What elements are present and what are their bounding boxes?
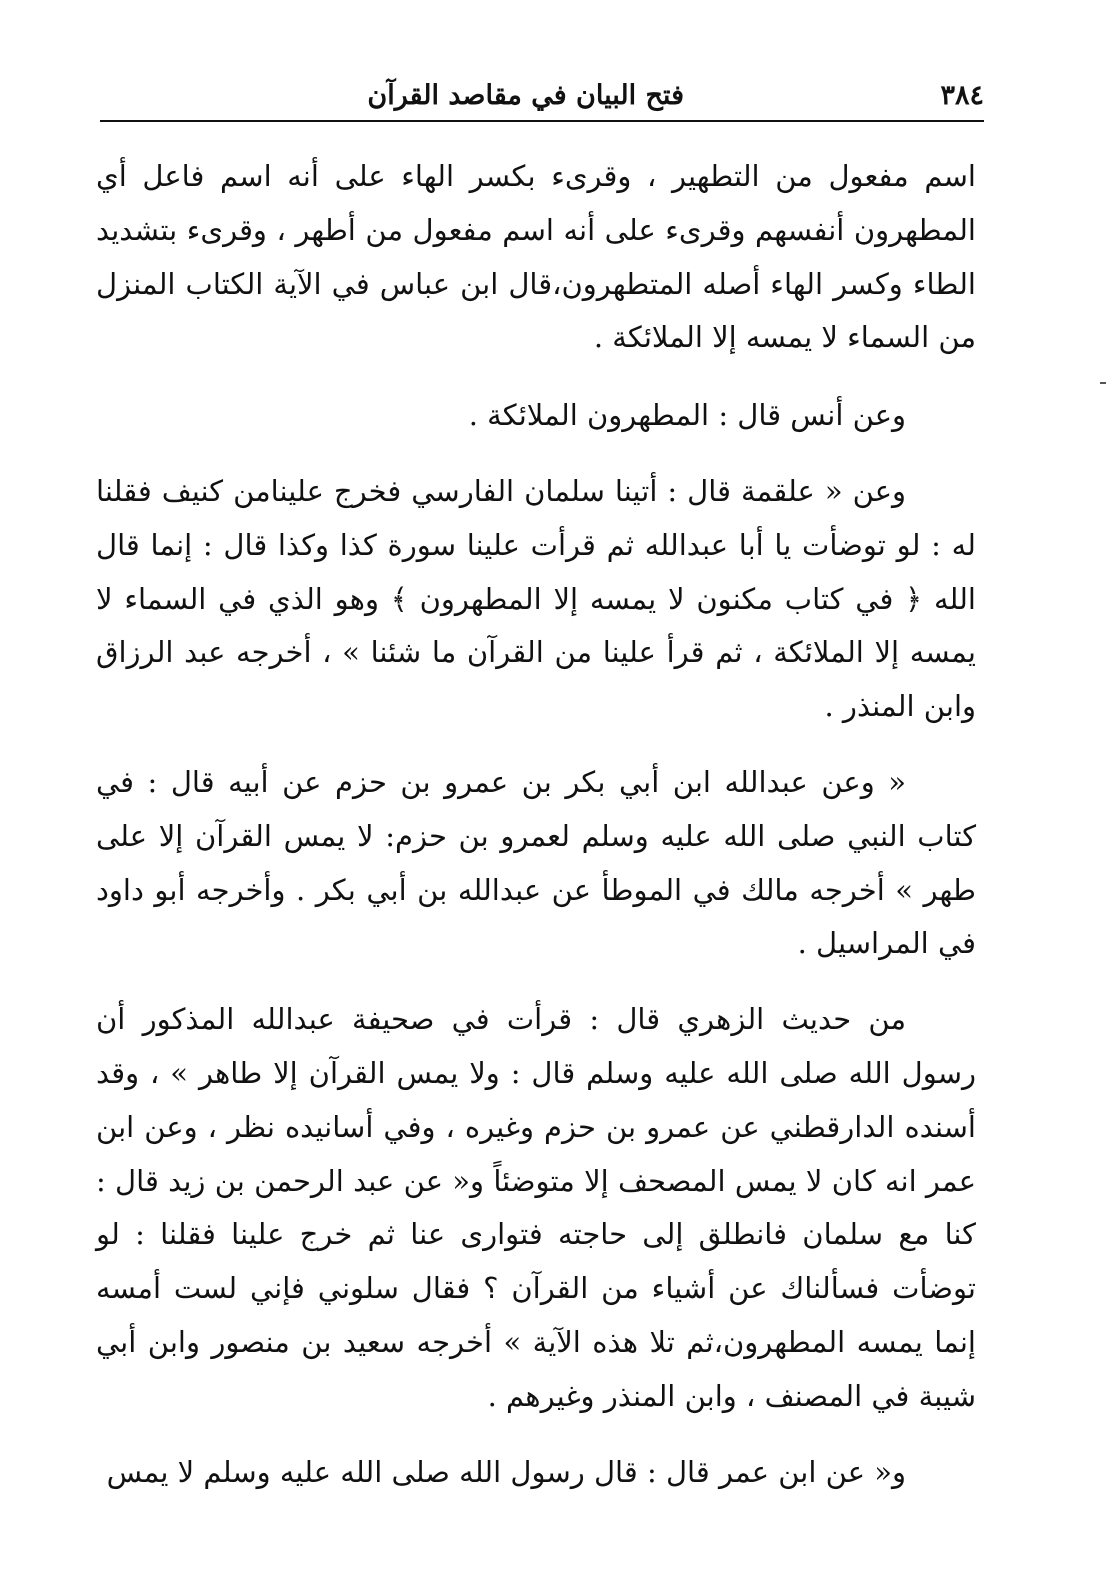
header-rule	[100, 120, 984, 122]
body-text	[96, 150, 976, 1521]
paragraph: وعن « علقمة قال : أتينا سلمان الفارسي فخرج علينامن كنيف فقلنا له : لو توضأت يا أبا عبدالله ثم قرأت علينا سورة كذا وكذا قال : إنما قال الله ﴿ في كتاب مكنون لا يمسه إلا المطهرون ﴾ وهو الذي في السماء لا يمسه إلا الملائكة ، ثم قرأ علينا من القرآن ما شئنا » ، أخرجه عبد الرزاق وابن المنذر .	[96, 473, 976, 724]
page-header	[100, 78, 984, 122]
paragraph: اسم مفعول من التطهير ، وقرىء بكسر الهاء على أنه اسم فاعل أي المطهرون أنفسهم وقرىء على أنه اسم مفعول من أطهر ، وقرىء بتشديد الطاء وكسر الهاء أصله المتطهرون،قال ابن عباس في الآية الكتاب المنزل من السماء لا يمسه إلا الملائكة .	[96, 159, 976, 355]
running-title: فتح البيان في مقاصد القرآن	[367, 80, 684, 111]
scan-mark	[1100, 382, 1106, 384]
paragraph: « وعن عبدالله ابن أبي بكر بن عمرو بن حزم عن أبيه قال : في كتاب النبي صلى الله عليه وسلم لعمرو بن حزم: لا يمس القرآن إلا على طهر » أخرجه مالك في الموطأ عن عبدالله بن أبي بكر . وأخرجه أبو داود في المراسيل .	[96, 764, 976, 961]
paragraph: من حديث الزهري قال : قرأت في صحيفة عبدالله المذكور أن رسول الله صلى الله عليه وسلم قال : ولا يمس القرآن إلا طاهر » ، وقد أسنده الدارقطني عن عمرو بن حزم وغيره ، وفي أسانيده نظر ، وعن ابن عمر انه كان لا يمس المصحف إلا متوضئاً و« عن عبد الرحمن بن زيد قال : كنا مع سلمان فانطلق إلى حاجته فتوارى عنا ثم خرج علينا فقلنا : لو توضأت فسألناك عن أشياء من القرآن ؟ فقال سلوني فإني لست أمسه إنما يمسه المطهرون،ثم تلا هذه الآية » أخرجه سعيد بن منصور وابن أبي شيبة في المصنف ، وابن المنذر وغيرهم .	[96, 1002, 976, 1413]
paragraph: وعن أنس قال : المطهرون الملائكة .	[468, 398, 906, 433]
page-number: ٣٨٤	[940, 80, 984, 111]
paragraph: و« عن ابن عمر قال : قال رسول الله صلى الله عليه وسلم لا يمس	[106, 1454, 906, 1489]
